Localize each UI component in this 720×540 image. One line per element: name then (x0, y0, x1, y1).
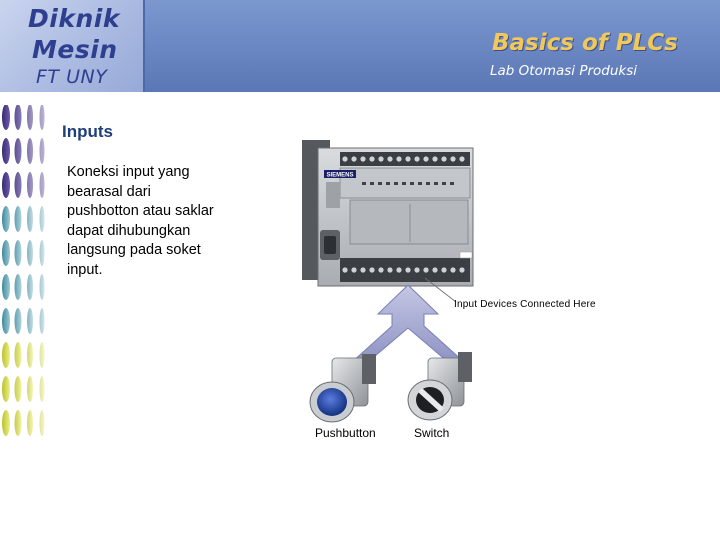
decorative-ellipse (27, 274, 33, 300)
decorative-ellipse (40, 206, 45, 232)
decorative-ellipse (40, 172, 45, 198)
slide-title: Inputs (62, 122, 113, 141)
terminal-screw (378, 156, 383, 161)
decorative-ellipse (15, 138, 22, 164)
decorative-ellipse (2, 138, 10, 164)
header-banner (0, 0, 720, 92)
plc-unit (302, 140, 473, 286)
decorative-ellipse (15, 240, 22, 266)
terminal-screw (396, 267, 401, 272)
plc-brand-label: SIEMENS (326, 172, 354, 179)
decorative-ellipse (40, 240, 45, 266)
logo-line-2: Mesin (32, 35, 118, 64)
decorative-ellipses (0, 105, 52, 450)
terminal-screw (387, 156, 392, 161)
decorative-ellipse (15, 172, 22, 198)
terminal-screw (423, 156, 428, 161)
status-led (362, 182, 366, 185)
decorative-ellipse (27, 342, 33, 368)
terminal-screw (459, 156, 464, 161)
decorative-ellipse (2, 308, 10, 334)
decorative-ellipse (27, 308, 33, 334)
selector-switch-device (408, 352, 472, 420)
logo-line-3: FT UNY (36, 66, 108, 88)
status-led (450, 182, 454, 185)
decorative-ellipse (2, 240, 10, 266)
decorative-ellipse (15, 376, 22, 402)
terminal-screw (432, 156, 437, 161)
decorative-ellipse (27, 206, 33, 232)
status-led (418, 182, 422, 185)
decorative-ellipse (2, 410, 10, 436)
pushbutton-device (310, 354, 376, 422)
terminal-screw (414, 267, 419, 272)
switch-caption: Switch (414, 426, 450, 440)
terminal-screw (459, 267, 464, 272)
terminal-screw (396, 156, 401, 161)
decorative-ellipse (2, 342, 10, 368)
decorative-ellipse (27, 410, 33, 436)
status-led (402, 182, 406, 185)
input-devices-caption: Input Devices Connected Here (454, 299, 596, 310)
pushbutton-caption: Pushbutton (315, 426, 376, 440)
decorative-ellipse (40, 105, 45, 130)
terminal-screw (423, 267, 428, 272)
terminal-screw (450, 267, 455, 272)
decorative-ellipse (40, 308, 45, 334)
logo-line-1: Diknik (28, 4, 120, 33)
terminal-screw (378, 267, 383, 272)
decorative-ellipse (15, 105, 22, 130)
decorative-ellipse (40, 342, 45, 368)
status-led (426, 182, 430, 185)
status-led (394, 182, 398, 185)
decorative-ellipse (27, 105, 33, 130)
decorative-ellipse (2, 206, 10, 232)
status-led (442, 182, 446, 185)
decorative-ellipse (15, 410, 22, 436)
decorative-ellipse (40, 410, 45, 436)
decorative-ellipse (27, 172, 33, 198)
terminal-screw (360, 267, 365, 272)
decorative-ellipse (27, 138, 33, 164)
terminal-screw (351, 267, 356, 272)
decorative-ellipse (15, 274, 22, 300)
status-led (370, 182, 374, 185)
terminal-screw (405, 267, 410, 272)
decorative-ellipse (2, 376, 10, 402)
terminal-screw (450, 156, 455, 161)
terminal-screw (351, 156, 356, 161)
decorative-ellipse (2, 105, 10, 130)
slide-body-text: Koneksi input yang bearasal dari pushbotton atau saklar dapat dihubungkan langsung pada soket input. (67, 164, 214, 278)
terminal-screw (432, 267, 437, 272)
terminal-screw (387, 267, 392, 272)
decorative-ellipse (2, 172, 10, 198)
terminal-screw (342, 267, 347, 272)
terminal-screw (369, 156, 374, 161)
presentation-title: Basics of PLCs (492, 30, 678, 56)
decorative-ellipse (40, 274, 45, 300)
input-arrow (352, 285, 464, 362)
terminal-screw (441, 156, 446, 161)
terminal-screw (342, 156, 347, 161)
plc-illustration (280, 130, 620, 445)
presentation-subtitle: Lab Otomasi Produksi (490, 63, 638, 79)
decorative-ellipse (27, 376, 33, 402)
decorative-ellipse (2, 274, 10, 300)
terminal-screw (360, 156, 365, 161)
decorative-ellipse (15, 206, 22, 232)
terminal-screw (369, 267, 374, 272)
decorative-ellipse (40, 376, 45, 402)
status-led (434, 182, 438, 185)
terminal-screw (441, 267, 446, 272)
decorative-ellipse (15, 308, 22, 334)
status-led (386, 182, 390, 185)
terminal-screw (405, 156, 410, 161)
terminal-screw (414, 156, 419, 161)
decorative-ellipse (27, 240, 33, 266)
status-led (378, 182, 382, 185)
status-led (410, 182, 414, 185)
decorative-ellipse (40, 138, 45, 164)
decorative-ellipse (15, 342, 22, 368)
logo-panel (0, 0, 145, 92)
